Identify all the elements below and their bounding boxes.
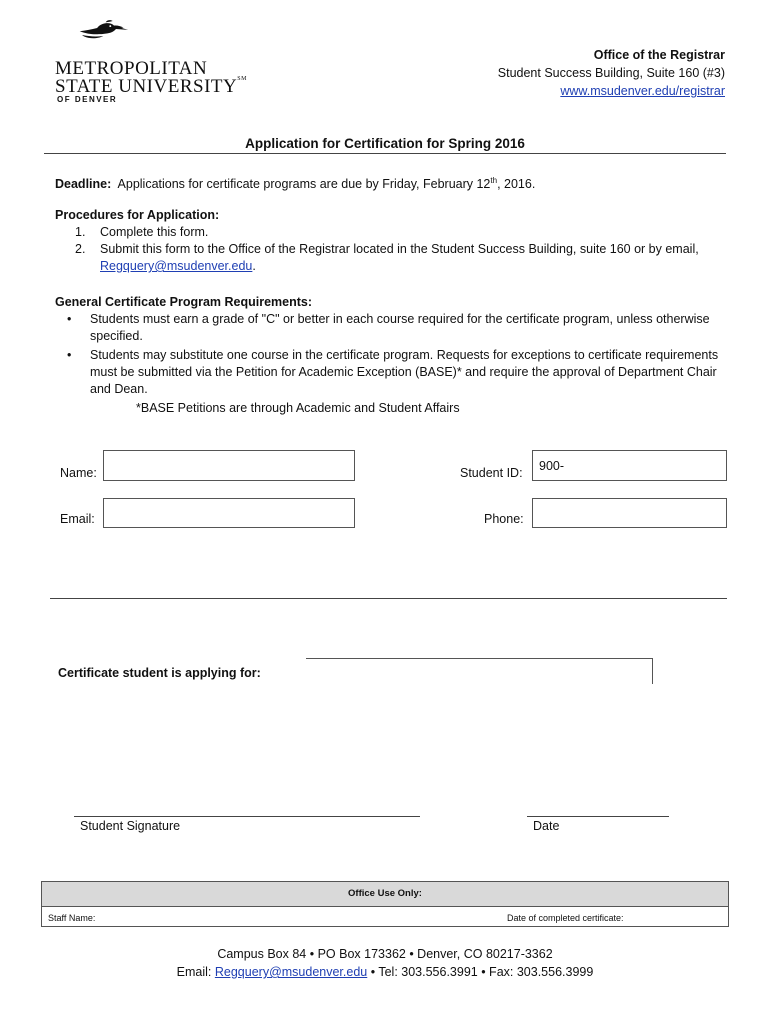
section-divider <box>50 598 727 599</box>
procedures-heading: Procedures for Application: <box>55 208 220 222</box>
office-use-box <box>41 881 729 927</box>
procedure-text: Complete this form. <box>100 225 209 239</box>
requirement-text: Students must earn a grade of "C" or better in each course required for the certificate program, unless otherwise specified. <box>90 312 710 343</box>
logo-line-3: OF DENVER <box>57 95 118 104</box>
procedure-text: Submit this form to the Office of the Registrar located in the Student Success Building, suite 160 or by email, <box>100 242 699 256</box>
bullet-icon: • <box>67 312 72 326</box>
certificate-label: Certificate student is applying for: <box>58 666 261 680</box>
footer-email-link[interactable]: Regquery@msudenver.edu <box>214 965 368 979</box>
procedure-num: 2. <box>75 242 86 256</box>
phone-label: Phone: <box>484 512 524 526</box>
logo-trademark: SM <box>237 76 247 82</box>
procedure-email <box>100 258 256 275</box>
phone-input[interactable] <box>532 498 727 528</box>
footer-address: Campus Box 84 • PO Box 173362 • Denver, CO 80217-3362 <box>217 947 553 961</box>
name-input[interactable] <box>103 450 355 481</box>
signature-line <box>74 816 420 817</box>
procedure-num: 1. <box>75 225 86 239</box>
deadline-label: Deadline: <box>55 177 112 192</box>
procedure-email-end: . <box>252 259 256 273</box>
requirement-item <box>55 347 745 399</box>
deadline <box>55 172 535 193</box>
certificate-input[interactable] <box>306 658 653 684</box>
student-id-input[interactable]: 900- <box>532 450 727 481</box>
footer-email-prefix: Email: <box>176 965 215 979</box>
office-use-heading: Office Use Only: <box>42 882 728 907</box>
date-label: Date <box>533 819 560 833</box>
regquery-email-link[interactable]: Regquery@msudenver.edu <box>100 259 253 273</box>
email-input[interactable] <box>103 498 355 528</box>
student-id-label: Student ID: <box>460 466 523 480</box>
deadline-sup: th <box>490 176 498 185</box>
registrar-website-link[interactable]: www.msudenver.edu/registrar <box>560 84 725 98</box>
office-name: Office of the Registrar <box>593 48 725 62</box>
completed-date-label: Date of completed certificate: <box>507 913 624 923</box>
signature-label: Student Signature <box>80 819 181 833</box>
page-title: Application for Certification for Spring 2016 <box>245 136 525 151</box>
deadline-text-end: , 2016. <box>497 177 536 192</box>
date-line <box>527 816 669 817</box>
name-label: Name: <box>60 466 97 480</box>
logo-line-1: METROPOLITAN <box>55 58 208 79</box>
bullet-icon: • <box>67 348 72 362</box>
email-label: Email: <box>60 512 95 526</box>
roadrunner-logo-icon <box>55 20 175 60</box>
base-note: *BASE Petitions are through Academic and Student Affairs <box>136 401 460 415</box>
procedures-list <box>55 224 745 284</box>
footer-contact-rest: • Tel: 303.556.3991 • Fax: 303.556.3999 <box>367 965 594 979</box>
office-building: Student Success Building, Suite 160 (#3) <box>497 66 725 80</box>
requirement-item <box>55 311 745 345</box>
logo-line-2-text: STATE UNIVERSITY <box>55 76 238 97</box>
requirement-text: Students may substitute one course in the certificate program. Requests for exceptions to certificate requirements must be submitted via the Petition for Academic Exception (BASE)* and require the approval of Department Chair and Dean. <box>90 348 719 396</box>
deadline-text: Applications for certificate programs are due by Friday, February 12 <box>117 177 491 192</box>
footer-contact <box>0 965 770 979</box>
requirements-heading: General Certificate Program Requirements: <box>55 295 313 309</box>
title-rule <box>44 153 726 154</box>
staff-name-label: Staff Name: <box>48 913 96 923</box>
